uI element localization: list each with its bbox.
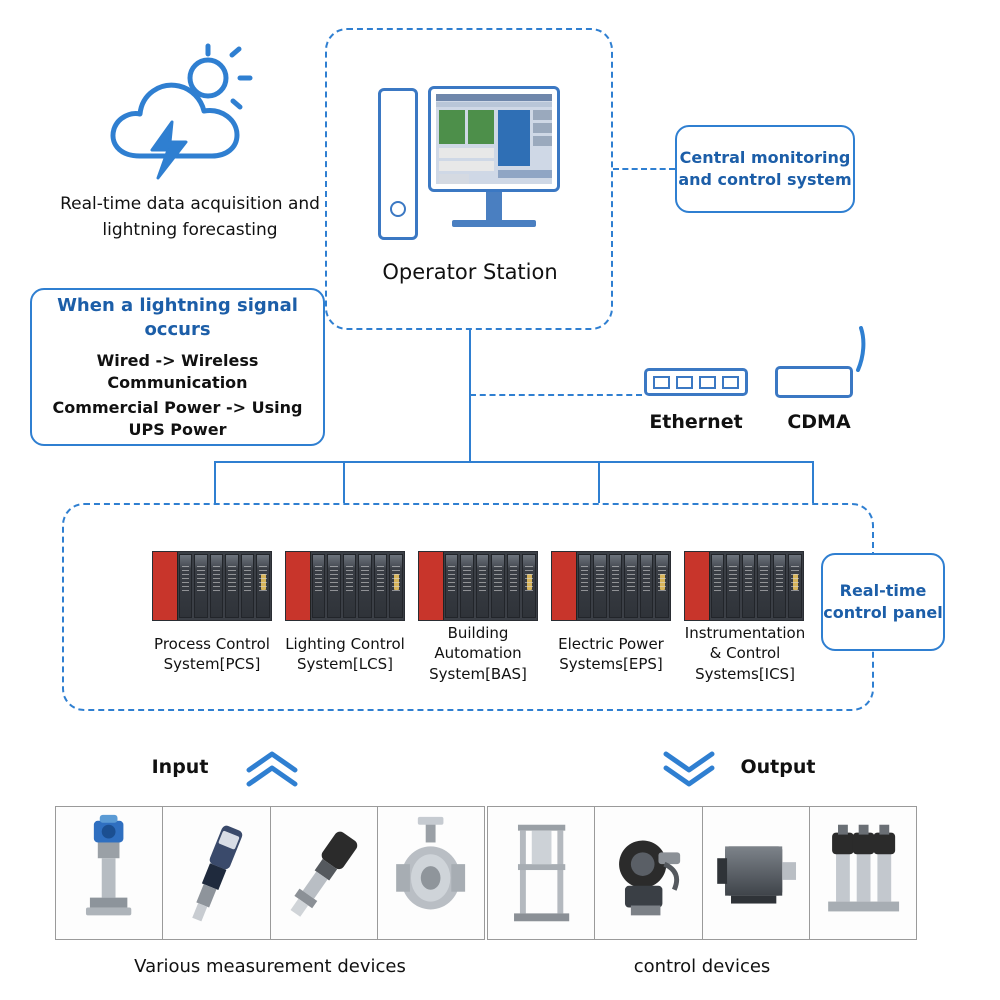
ethernet-label: Ethernet bbox=[649, 411, 743, 433]
central-monitoring-line2: and control system bbox=[678, 170, 852, 189]
pressure-transmitter-photo bbox=[271, 807, 378, 939]
cdma-modem-icon bbox=[775, 366, 853, 398]
plc-rack-icon bbox=[418, 551, 538, 621]
handheld-sensor-photo bbox=[163, 807, 270, 939]
lightning-note-title: When a lightning signal occurs bbox=[57, 294, 298, 340]
valve-manifold-photo bbox=[810, 807, 916, 939]
plc-rack-icon bbox=[152, 551, 272, 621]
ethernet-port bbox=[676, 376, 693, 389]
bus-drop-1 bbox=[214, 461, 216, 503]
bus-drop-3 bbox=[598, 461, 600, 503]
servo-motor-photo bbox=[703, 807, 810, 939]
operator-station-label: Operator Station bbox=[382, 260, 558, 284]
plc-rack-icon bbox=[551, 551, 671, 621]
panel-label-pcs-line2: System[PCS] bbox=[163, 655, 261, 674]
cloud-caption-line1: Real-time data acquisition and bbox=[60, 194, 320, 214]
double-chevron-up-icon bbox=[243, 748, 301, 788]
lightning-note-line2: Commercial Power -> Using UPS Power bbox=[52, 398, 303, 439]
cloud-caption-line2: lightning forecasting bbox=[102, 220, 278, 240]
panel-label-ics-line1: Instrumentation bbox=[684, 624, 806, 642]
lightning-note-line1: Wired -> Wireless Communication bbox=[96, 351, 259, 392]
connector-bus-to-network bbox=[470, 394, 642, 396]
central-monitoring-callout bbox=[675, 125, 855, 213]
distribution-bus bbox=[214, 461, 814, 463]
bus-drop-2 bbox=[343, 461, 345, 503]
cloud-lightning-icon bbox=[100, 38, 270, 183]
panel-label-lcs-line1: Lighting Control bbox=[285, 635, 405, 653]
monitor-icon bbox=[428, 86, 560, 192]
ball-valve-photo bbox=[378, 807, 484, 939]
panel-label-bas-line2: Automation bbox=[434, 644, 522, 663]
actuator-frame-photo bbox=[488, 807, 595, 939]
trunk-line-vertical bbox=[469, 330, 471, 462]
central-monitoring-line1: Central monitoring bbox=[679, 148, 851, 168]
flow-meter-photo bbox=[56, 807, 163, 939]
plc-rack-icon bbox=[285, 551, 405, 621]
connector-operator-to-central bbox=[613, 168, 675, 170]
panel-label-eps-line1: Electric Power bbox=[558, 635, 664, 653]
cdma-antenna-icon bbox=[845, 326, 867, 372]
realtime-panel-line2: control panel bbox=[823, 603, 943, 622]
realtime-panel-line1: Real-time bbox=[839, 581, 927, 601]
ethernet-switch-icon bbox=[644, 368, 748, 396]
panel-label-ics-line2: & Control bbox=[709, 644, 781, 663]
panel-label-bas-line3: System[BAS] bbox=[429, 664, 527, 683]
measurement-devices-caption: Various measurement devices bbox=[134, 956, 406, 977]
input-label: Input bbox=[151, 756, 209, 778]
monitor-neck bbox=[486, 192, 502, 220]
control-devices-caption: control devices bbox=[633, 956, 771, 977]
panel-label-ics-line3: Systems[ICS] bbox=[695, 664, 795, 683]
ethernet-port bbox=[722, 376, 739, 389]
ethernet-port bbox=[699, 376, 716, 389]
double-chevron-down-icon bbox=[660, 748, 718, 788]
ethernet-port bbox=[653, 376, 670, 389]
lightning-signal-callout bbox=[30, 288, 325, 446]
panel-label-bas-line1: Building bbox=[447, 624, 509, 642]
output-label: Output bbox=[740, 756, 816, 778]
panel-label-ics bbox=[662, 623, 828, 684]
rotary-actuator-photo bbox=[595, 807, 702, 939]
bus-drop-4 bbox=[812, 461, 814, 503]
panel-label-eps-line2: Systems[EPS] bbox=[559, 655, 663, 674]
monitor-base bbox=[452, 220, 536, 227]
computer-tower-icon bbox=[378, 88, 418, 240]
realtime-control-panel-callout bbox=[821, 553, 945, 651]
control-devices-group bbox=[487, 806, 917, 940]
panel-label-pcs-line1: Process Control bbox=[154, 635, 270, 653]
panel-label-lcs-line2: System[LCS] bbox=[297, 655, 393, 674]
measurement-devices-group bbox=[55, 806, 485, 940]
cdma-label: CDMA bbox=[787, 411, 851, 433]
plc-rack-icon bbox=[684, 551, 804, 621]
monitor-screen bbox=[436, 94, 552, 184]
